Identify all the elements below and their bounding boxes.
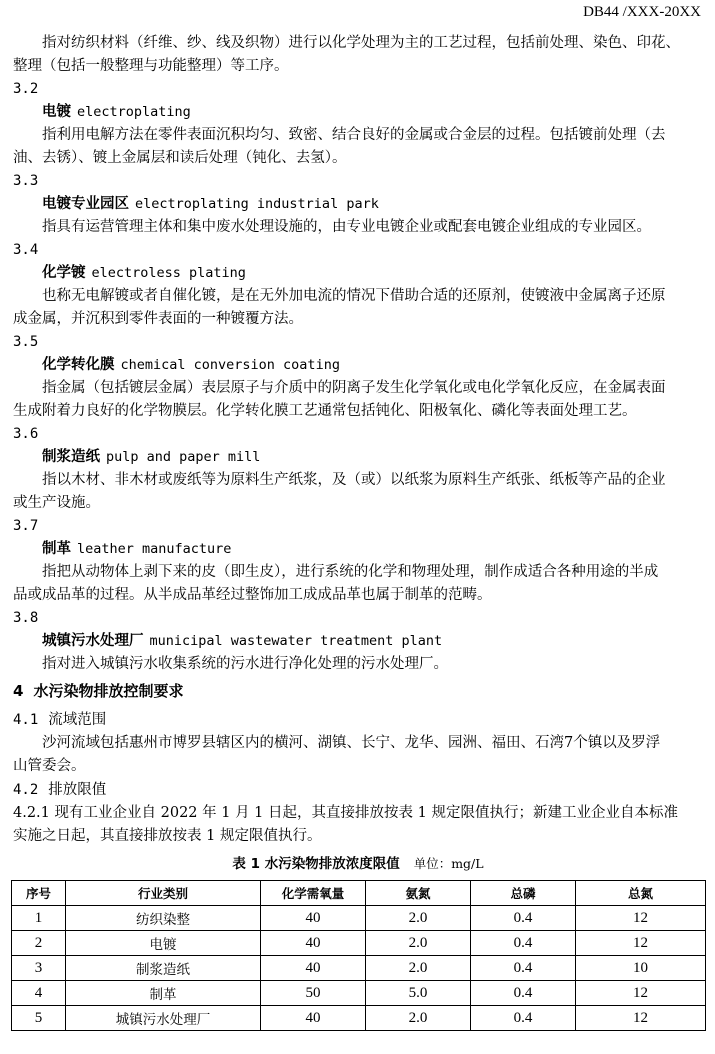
term-en: electroplating industrial park [135, 196, 379, 212]
clause-number: 3.7 [13, 518, 39, 534]
table-header-cell: 化学需氧量 [261, 881, 366, 906]
table-cell: 电镀 [66, 931, 261, 956]
term-en: electroless plating [91, 265, 246, 281]
table-cell: 10 [576, 956, 706, 981]
table-cell: 4 [12, 981, 66, 1006]
table-cell: 0.4 [471, 1006, 576, 1031]
term-en: leather manufacture [77, 541, 232, 557]
body-text: 实施之日起，其直接排放按表 1 规定限值执行。 [13, 828, 322, 844]
table-cell: 40 [261, 956, 366, 981]
term-title [13, 538, 703, 561]
table-cell: 0.4 [471, 931, 576, 956]
document-code: DB44 /XXX-20XX [583, 4, 701, 20]
clause-number: 3.5 [13, 334, 39, 350]
table-cell: 2.0 [366, 956, 471, 981]
body-text: 沙河流域包括惠州市博罗县辖区内的横河、湖镇、长宁、龙华、园洲、福田、石湾7个镇以及罗浮 [42, 735, 661, 751]
table-header-row [12, 881, 706, 906]
table-row [12, 981, 706, 1006]
table-cell: 40 [261, 1006, 366, 1031]
table-cell: 3 [12, 956, 66, 981]
table-cell: 1 [12, 906, 66, 931]
table-cell: 40 [261, 931, 366, 956]
table-row [12, 1006, 706, 1031]
body-text: 指以木材、非木材或废纸等为原料生产纸浆，及（或）以纸浆为原料生产纸张、纸板等产品的企业 [42, 472, 666, 488]
table-header-cell: 总磷 [471, 881, 576, 906]
table-row [12, 956, 706, 981]
table-cell: 50 [261, 981, 366, 1006]
table-cell: 12 [576, 906, 706, 931]
table-cell: 0.4 [471, 906, 576, 931]
clause-number: 3.2 [13, 81, 39, 97]
table-header-cell: 氨氮 [366, 881, 471, 906]
table-cell: 制浆造纸 [66, 956, 261, 981]
term-zh: 制革 [42, 541, 71, 557]
term-zh: 城镇污水处理厂 [42, 633, 144, 649]
section-number: 4.1 [13, 712, 39, 728]
table-cell: 5.0 [366, 981, 471, 1006]
clause-number: 3.3 [13, 173, 39, 189]
clause-number: 3.4 [13, 242, 39, 258]
table-header-cell: 总氮 [576, 881, 706, 906]
chapter-heading [13, 678, 703, 704]
term-title [13, 262, 703, 285]
table-cell: 12 [576, 981, 706, 1006]
table-cell: 12 [576, 931, 706, 956]
table-cell: 城镇污水处理厂 [66, 1006, 261, 1031]
table-title: 表 1 水污染物排放浓度限值 [232, 856, 400, 872]
body-text: 成金属，并沉积到零件表面的一种镀覆方法。 [13, 311, 303, 327]
body-text: 指对纺织材料（纤维、纱、线及织物）进行以化学处理为主的工艺过程，包括前处理、染色、印花、 [42, 35, 680, 51]
section-number: 4.2 [13, 782, 39, 798]
table-cell: 40 [261, 906, 366, 931]
table-cell: 纺织染整 [66, 906, 261, 931]
term-title [13, 630, 703, 653]
term-zh: 电镀 [42, 104, 71, 120]
section-title: 排放限值 [48, 782, 107, 798]
body-text: 品或成品革的过程。从半成品革经过整饰加工成成品革也属于制革的范畴。 [13, 587, 492, 603]
table-header-cell: 序号 [12, 881, 66, 906]
section-heading [13, 778, 703, 802]
table-caption [13, 854, 703, 874]
term-en: chemical conversion coating [120, 357, 340, 373]
term-title [13, 101, 703, 124]
table-row [12, 906, 706, 931]
term-title [13, 354, 703, 377]
clause-number: 3.6 [13, 426, 39, 442]
term-zh: 电镀专业园区 [42, 196, 129, 212]
term-zh: 化学镀 [42, 265, 86, 281]
body-text: 山管委会。 [13, 758, 86, 774]
term-en: municipal wastewater treatment plant [149, 633, 443, 649]
table-cell: 2.0 [366, 1006, 471, 1031]
chapter-title: 水污染物排放控制要求 [33, 682, 184, 700]
section-heading [13, 708, 703, 732]
table-cell: 0.4 [471, 981, 576, 1006]
section-title: 流域范围 [48, 712, 107, 728]
term-zh: 化学转化膜 [42, 357, 115, 373]
table-header-cell: 行业类别 [66, 881, 261, 906]
body-text: 4.2.1 现有工业企业自 2022 年 1 月 1 日起，其直接排放按表 1 规定限值执行；新建工业企业自本标准 [13, 805, 678, 821]
term-en: pulp and paper mill [106, 449, 261, 465]
body-text: 生成附着力良好的化学物膜层。化学转化膜工艺通常包括钝化、阳极氧化、磷化等表面处理工艺。 [13, 403, 637, 419]
term-title [13, 446, 703, 469]
clause-number: 3.8 [13, 610, 39, 626]
table-cell: 2.0 [366, 931, 471, 956]
table-cell: 2 [12, 931, 66, 956]
body-text: 或生产设施。 [13, 495, 100, 511]
table-unit: 单位：mg/L [413, 856, 484, 871]
chapter-number: 4 [13, 682, 24, 700]
term-title [13, 193, 703, 216]
table-row [12, 931, 706, 956]
table-cell: 12 [576, 1006, 706, 1031]
limits-table [11, 880, 706, 1031]
body-text: 指具有运营管理主体和集中废水处理设施的，由专业电镀企业或配套电镀企业组成的专业园区。 [42, 219, 651, 235]
table-cell: 5 [12, 1006, 66, 1031]
body-text: 油、去锈）、镀上金属层和读后处理（钝化、去氢）。 [13, 150, 347, 166]
body-text: 指对进入城镇污水收集系统的污水进行净化处理的污水处理厂。 [42, 656, 448, 672]
body-text: 指金属（包括镀层金属）表层原子与介质中的阴离子发生化学氧化或电化学氧化反应，在金属表面 [42, 380, 666, 396]
document-body [13, 32, 703, 1031]
table-cell: 制革 [66, 981, 261, 1006]
body-text: 指把从动物体上剥下来的皮（即生皮），进行系统的化学和物理处理，制作成适合各种用途的半成 [42, 564, 659, 580]
term-en: electroplating [77, 104, 191, 120]
body-text: 整理（包括一般整理与功能整理）等工序。 [13, 58, 289, 74]
table-cell: 2.0 [366, 906, 471, 931]
table-cell: 0.4 [471, 956, 576, 981]
body-text: 也称无电解镀或者自催化镀，是在无外加电流的情况下借助合适的还原剂，使镀液中金属离子还原 [42, 288, 666, 304]
term-zh: 制浆造纸 [42, 449, 100, 465]
body-text: 指利用电解方法在零件表面沉积均匀、致密、结合良好的金属或合金层的过程。包括镀前处理（去 [42, 127, 666, 143]
